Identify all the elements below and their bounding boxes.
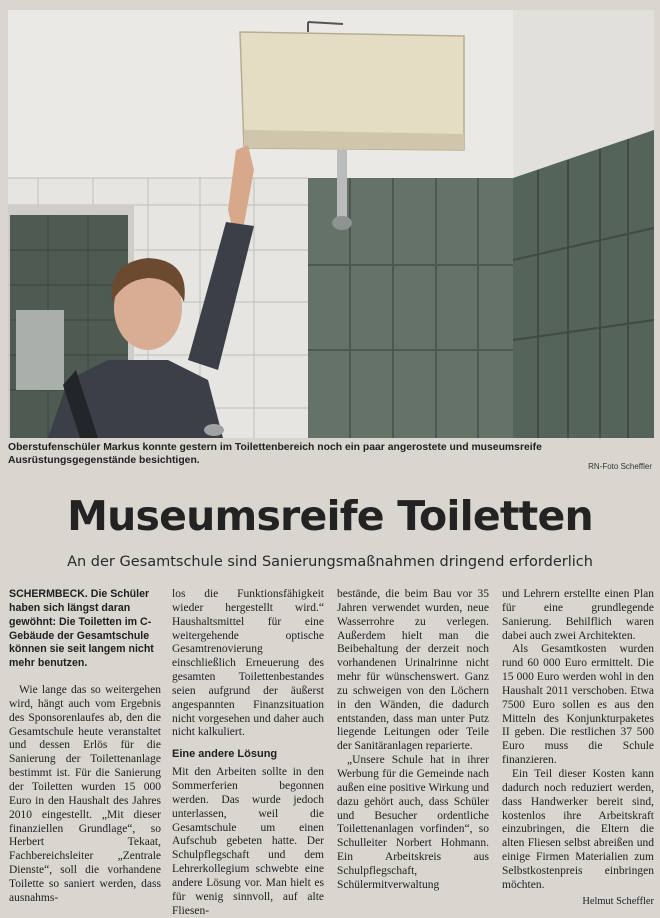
photo-credit: RN-Foto Scheffler (588, 462, 652, 471)
article-column-1 (9, 588, 161, 906)
article-paragraph-5: Ein Teil dieser Kosten kann dadurch noch reduziert werden, dass Handwerker bereit sind, kostenlos ihre Arbeitskraft einzubringen, die Eltern die alten Fliesen selbst abreißen und einige Firmen Materialien zum Selbstkostenpreis einbringen möchten. (502, 767, 654, 891)
article-paragraph-3-part-2: und Lehrern erstellte einen Plan für eine grundlegende Sanierung. Behilflich waren dabei auch zwei Architekten. (502, 588, 654, 642)
article-paragraph-2-part-2: bestände, die beim Bau vor 35 Jahren verwendet wurden, neue Wasserrohre zu verlegen. Außerdem hielt man die Beibehaltung der derzeit noch vorhandenen Urinalrinne nicht mehr für wünschenswert. Ganz zu schweigen von den Löchern in den Wänden, die dadurch entstanden, dass man unter Putz liegende Leitungen oder Teile der Sanitäranlagen reparierte. (337, 588, 489, 753)
article-paragraph-3-part-1: „Unsere Schule hat in ihrer Werbung für die Gemeinde nach außen eine positive Wirkung und dazu gehört auch, dass Schüler und Besucher ordentliche Toilettenanlagen vorfinden“, so Schulleiter Norbert Hohmann. Ein Arbeitskreis aus Schulpflegschaft, Schülermitverwaltung (337, 754, 489, 891)
article-paragraph-4: Als Gesamtkosten wurden rund 60 000 Euro ermittelt. Die 15 000 Euro werden wohl in den Haushalt 2011 verschoben. Etwa 7500 Euro sollen es aus den Mitteln des Konjunkturpaketes II geben. Die restlichen 37 500 Euro muss die Schule finanzieren. (502, 643, 654, 767)
article-subhead: Eine andere Lösung (172, 748, 278, 761)
headline: Museumsreife Toiletten (67, 492, 593, 540)
article-photo (8, 10, 654, 438)
article-paragraph-1-part-2: los die Funktionsfähigkeit wieder hergestellt wird.“ Haushaltsmittel für eine weitergehende optische Gesamtrenovierung einschließlich Erneuerung des gesamten Toilettenbestandes seien aufgrund der äußerst angespannten Finanzsituation nicht vorgesehen und daher auch nicht kalkuliert. (172, 588, 324, 739)
article-column-3 (337, 588, 489, 893)
article-paragraph-2-part-1: Mit den Arbeiten sollte in den Sommerferien begonnen werden. Das wurde jedoch unterlassen, weil die Gesamtschule um einen Aufschub gebeten hatte. Der Schulpflegschaft und dem Lehrerkollegium schwebte eine andere Lösung vor. Man hielt es für wenig sinnvoll, auf alte Fliesen- (172, 766, 324, 917)
article-paragraph-1-part-1: Wie lange das so weitergehen wird, hängt auch vom Ergebnis des Sponsorenlaufes ab, den die Gesamtschule heute veranstaltet und dessen Erlös für die Sanierung der Toilettenanlage bestimmt ist. Für die Sanierung der Toiletten wurden 15 000 Euro in den Haushalt des Jahres 2010 eingestellt. „Mit dieser finanziellen Grundlage“, so Herbert Tekaat, Fachbereichsleiter „Zentrale Dienste“, soll die vorhandene Toilette so saniert werden, dass ausnahms- (9, 684, 161, 904)
article-column-4 (502, 588, 654, 908)
photo-caption: Oberstufenschüler Markus konnte gestern im Toilettenbereich noch ein paar angerostete und museumsreife Ausrüstungsgegenstände besichtigen. (8, 442, 542, 466)
article-column-2 (172, 588, 324, 918)
subheadline: An der Gesamtschule sind Sanierungsmaßnahmen dringend erforderlich (67, 554, 593, 570)
article-author: Helmut Scheffler (582, 895, 654, 907)
article-lead: SCHERMBECK. Die Schüler haben sich längst daran gewöhnt: Die Toiletten im C-Gebäude der Gesamtschule können sie seit langem nicht mehr benutzen. (9, 588, 154, 670)
